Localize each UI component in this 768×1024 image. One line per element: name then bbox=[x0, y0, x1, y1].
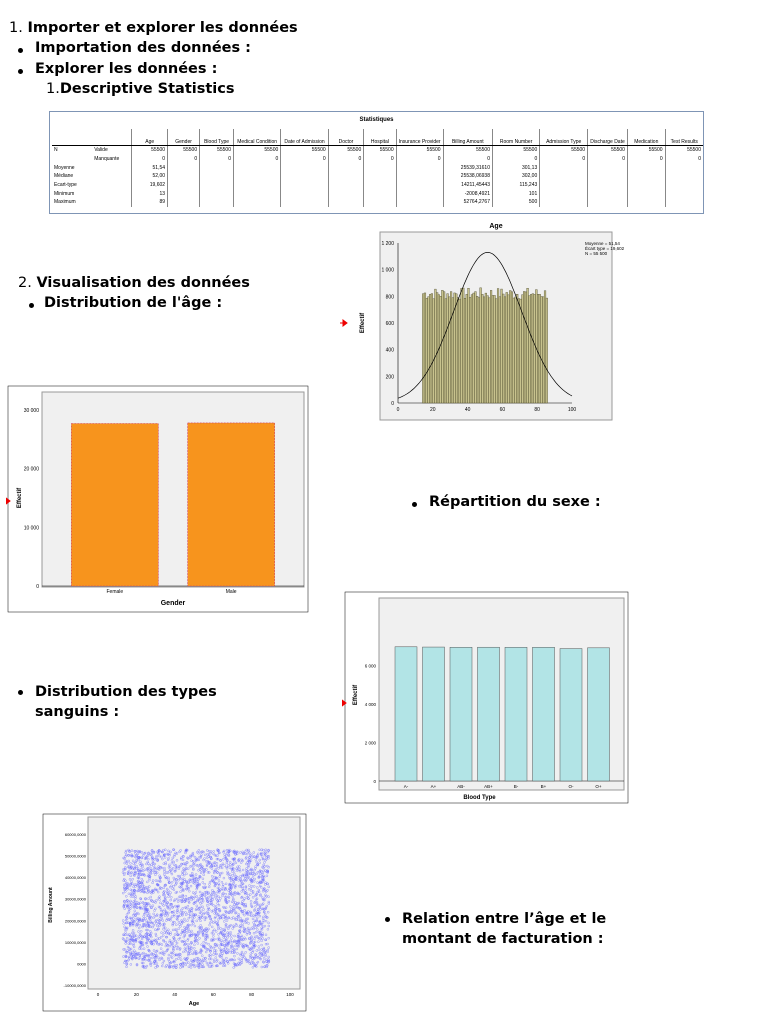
table-cell: 55500 bbox=[443, 146, 492, 155]
row-group-label: N bbox=[54, 147, 58, 154]
bullet-dot bbox=[29, 303, 34, 308]
histogram-bin bbox=[490, 290, 492, 403]
x-tick-label: 60 bbox=[499, 407, 506, 413]
histogram-bin bbox=[447, 294, 449, 403]
blood-type-bar bbox=[478, 647, 500, 781]
table-cell: 55500 bbox=[168, 146, 200, 155]
histogram-bin bbox=[530, 294, 532, 403]
x-tick-label: Male bbox=[225, 589, 237, 595]
table-cell: 13 bbox=[132, 189, 168, 198]
table-row bbox=[52, 181, 703, 190]
histogram-bin bbox=[504, 297, 506, 403]
table-cell bbox=[627, 189, 665, 198]
histogram-bin bbox=[497, 289, 499, 403]
table-cell bbox=[588, 181, 628, 190]
bullet-dot bbox=[18, 690, 23, 695]
histogram-bin bbox=[513, 298, 515, 403]
x-tick-label: 40 bbox=[172, 992, 178, 997]
histogram-bin bbox=[450, 292, 452, 403]
table-row bbox=[52, 198, 703, 207]
table-cell bbox=[588, 198, 628, 207]
table-cell: 0 bbox=[200, 155, 234, 164]
bullet-dot bbox=[385, 917, 390, 922]
x-tick-label: B+ bbox=[540, 784, 547, 789]
y-tick-label: 0 bbox=[36, 584, 39, 590]
histogram-bin bbox=[471, 295, 473, 403]
table-cell bbox=[234, 189, 281, 198]
y-tick-label: 1 000 bbox=[381, 267, 394, 274]
table-cell bbox=[396, 163, 443, 172]
gender-bar bbox=[188, 423, 275, 586]
histogram-bin bbox=[508, 295, 510, 403]
table-header-cell: Age bbox=[132, 129, 168, 146]
table-cell: 55500 bbox=[132, 146, 168, 155]
table-header-cell: Medication bbox=[627, 129, 665, 146]
bullet-dot bbox=[412, 502, 417, 507]
y-tick-label: 1 200 bbox=[381, 241, 394, 247]
bullet-explorer: Explorer les données : bbox=[35, 61, 218, 77]
y-tick-label: 0000 bbox=[77, 961, 86, 967]
y-tick-label: 2 000 bbox=[364, 740, 376, 746]
table-cell bbox=[200, 198, 234, 207]
histogram-bin bbox=[466, 294, 468, 403]
table-cell: 0 bbox=[328, 155, 364, 164]
histogram-bin bbox=[455, 294, 457, 403]
age-histogram-chart bbox=[340, 217, 640, 437]
table-header-cell: Insurance Provider bbox=[396, 129, 443, 146]
table-cell bbox=[665, 189, 703, 198]
table-header-cell: Billing Amount bbox=[443, 129, 492, 146]
table-cell: 19,602 bbox=[132, 181, 168, 190]
histogram-bin bbox=[518, 299, 520, 403]
histogram-bin bbox=[501, 289, 503, 403]
blood-type-bar bbox=[588, 648, 610, 781]
histogram-bin bbox=[426, 298, 428, 403]
table-cell: 89 bbox=[132, 198, 168, 207]
table-cell bbox=[665, 172, 703, 181]
table-cell: -2008,4921 bbox=[443, 189, 492, 198]
table-row bbox=[52, 155, 703, 164]
row-group-label: Ecart-type bbox=[54, 182, 77, 189]
histogram-bin bbox=[482, 294, 484, 403]
heading-1: 1. Importer et explorer les données bbox=[9, 20, 298, 36]
table-header-cell: Date of Admission bbox=[281, 129, 328, 146]
table-cell bbox=[168, 198, 200, 207]
table-cell: 115,243 bbox=[493, 181, 540, 190]
table-cell: 14211,45443 bbox=[443, 181, 492, 190]
table-cell bbox=[281, 189, 328, 198]
histogram-bin bbox=[431, 294, 433, 403]
histogram-bin bbox=[464, 298, 466, 403]
y-tick-label: 40000,0000 bbox=[64, 875, 86, 881]
histogram-bin bbox=[476, 296, 478, 403]
histogram-bin bbox=[435, 289, 437, 403]
stats-annotation: Écart type = 19,602 bbox=[585, 246, 625, 251]
stats-grid bbox=[52, 129, 703, 207]
table-row bbox=[52, 189, 703, 198]
row-group-label: Moyenne bbox=[54, 164, 75, 171]
x-tick-label: A- bbox=[403, 784, 409, 789]
histogram-bin bbox=[520, 299, 522, 403]
y-tick-label: 50000,0000 bbox=[64, 853, 86, 859]
y-tick-label: 20 000 bbox=[23, 466, 39, 473]
gender-bar-chart bbox=[6, 384, 311, 614]
table-header-cell: Hospital bbox=[364, 129, 396, 146]
table-cell bbox=[234, 172, 281, 181]
histogram-bin bbox=[502, 294, 504, 403]
x-tick-label: 80 bbox=[534, 407, 540, 413]
stats-annotation: Moyenne = 51,54 bbox=[585, 241, 620, 246]
table-header-cell: Doctor bbox=[328, 129, 364, 146]
histogram-bin bbox=[422, 294, 424, 403]
x-tick-label: 100 bbox=[567, 407, 577, 413]
histogram-bin bbox=[495, 299, 497, 403]
table-cell: 0 bbox=[281, 155, 328, 164]
y-tick-label: -10000,0000 bbox=[63, 983, 86, 988]
table-cell: 0 bbox=[364, 155, 396, 164]
histogram-bin bbox=[459, 299, 461, 403]
x-axis-label: Age bbox=[188, 1001, 200, 1007]
x-tick-label: 100 bbox=[286, 992, 294, 997]
x-tick-label: O+ bbox=[595, 784, 602, 789]
table-row bbox=[52, 146, 703, 155]
histogram-bin bbox=[469, 297, 471, 403]
y-axis-label: Effectif bbox=[17, 487, 23, 509]
table-cell bbox=[627, 198, 665, 207]
y-tick-label: 6 000 bbox=[364, 663, 376, 669]
y-tick-label: 400 bbox=[385, 347, 394, 354]
histogram-bin bbox=[457, 298, 459, 403]
table-cell: 0 bbox=[168, 155, 200, 164]
x-tick-label: 0 bbox=[396, 407, 400, 413]
table-cell bbox=[168, 181, 200, 190]
gender-bar bbox=[71, 423, 158, 586]
histogram-bin bbox=[445, 299, 447, 403]
histogram-bin bbox=[487, 296, 489, 403]
table-header-cell: Gender bbox=[168, 129, 200, 146]
table-cell: 0 bbox=[132, 155, 168, 164]
table-cell: 55500 bbox=[364, 146, 396, 155]
x-axis-label: Gender bbox=[160, 600, 186, 607]
table-cell bbox=[234, 181, 281, 190]
x-tick-label: AB- bbox=[457, 784, 465, 789]
table-row bbox=[52, 172, 703, 181]
table-cell: 55500 bbox=[328, 146, 364, 155]
table-header-cell: Admission Type bbox=[540, 129, 588, 146]
blood-type-bar bbox=[423, 647, 445, 781]
table-cell bbox=[364, 189, 396, 198]
table-cell bbox=[665, 163, 703, 172]
table-cell bbox=[396, 198, 443, 207]
histogram-bin bbox=[546, 298, 548, 403]
blood-type-bar bbox=[505, 647, 527, 781]
histogram-bin bbox=[480, 288, 482, 403]
table-cell bbox=[396, 189, 443, 198]
bullet-importation: Importation des données : bbox=[35, 40, 251, 56]
histogram-bin bbox=[506, 292, 508, 403]
y-tick-label: 0 bbox=[373, 779, 376, 784]
histogram-bin bbox=[537, 294, 539, 403]
histogram-bin bbox=[429, 294, 431, 403]
table-cell bbox=[540, 172, 588, 181]
table-header-cell: Test Results bbox=[665, 129, 703, 146]
table-cell bbox=[281, 181, 328, 190]
x-tick-label: 0 bbox=[96, 992, 100, 997]
y-axis-label: Billing Amount bbox=[48, 887, 54, 923]
histogram-bin bbox=[424, 293, 426, 403]
y-axis-label: Effectif bbox=[353, 684, 359, 706]
table-cell bbox=[540, 198, 588, 207]
table-header-cell: Medical Condition bbox=[234, 129, 281, 146]
x-tick-label: A+ bbox=[430, 784, 437, 789]
table-cell: 0 bbox=[396, 155, 443, 164]
blood-type-bar bbox=[533, 647, 555, 781]
histogram-bin bbox=[483, 297, 485, 403]
table-cell: 301,13 bbox=[493, 163, 540, 172]
table-cell bbox=[281, 163, 328, 172]
x-tick-label: 40 bbox=[464, 407, 471, 413]
histogram-bin bbox=[461, 288, 463, 403]
statistics-table bbox=[49, 111, 704, 214]
table-cell bbox=[540, 163, 588, 172]
table-cell: 302,00 bbox=[493, 172, 540, 181]
histogram-bin bbox=[475, 292, 477, 403]
histogram-bin bbox=[515, 297, 517, 403]
row-label: Manquante bbox=[94, 156, 120, 163]
y-axis-label: Effectif bbox=[360, 312, 366, 334]
chart-title: Age bbox=[489, 223, 503, 230]
table-cell bbox=[588, 189, 628, 198]
histogram-bin bbox=[529, 296, 531, 403]
x-tick-label: Female bbox=[106, 589, 124, 595]
table-cell bbox=[364, 198, 396, 207]
table-cell: 0 bbox=[627, 155, 665, 164]
table-cell bbox=[540, 181, 588, 190]
x-tick-label: 80 bbox=[249, 992, 255, 997]
y-tick-label: 4 000 bbox=[364, 701, 376, 707]
histogram-bin bbox=[443, 292, 445, 403]
table-header-cell: Room Number bbox=[493, 129, 540, 146]
histogram-bin bbox=[511, 292, 513, 403]
histogram-bin bbox=[541, 296, 543, 403]
table-cell bbox=[168, 189, 200, 198]
histogram-bin bbox=[442, 290, 444, 403]
table-cell bbox=[364, 163, 396, 172]
table-cell bbox=[234, 198, 281, 207]
histogram-bin bbox=[448, 297, 450, 403]
y-tick-label: 200 bbox=[385, 374, 394, 381]
table-cell bbox=[665, 198, 703, 207]
x-tick-label: O- bbox=[568, 784, 574, 789]
histogram-bin bbox=[539, 294, 541, 403]
table-row bbox=[52, 163, 703, 172]
table-cell bbox=[328, 163, 364, 172]
y-tick-label: 10000,0000 bbox=[64, 939, 86, 945]
bullet-age-distribution: Distribution de l'âge : bbox=[44, 295, 223, 311]
table-corner bbox=[52, 129, 132, 146]
table-cell bbox=[281, 198, 328, 207]
y-tick-label: 0 bbox=[391, 401, 394, 407]
table-cell: 52,00 bbox=[132, 172, 168, 181]
table-cell: 25538,06938 bbox=[443, 172, 492, 181]
table-cell: 0 bbox=[234, 155, 281, 164]
histogram-bin bbox=[534, 294, 536, 403]
histogram-bin bbox=[499, 297, 501, 403]
table-cell bbox=[540, 189, 588, 198]
histogram-bin bbox=[544, 291, 546, 403]
table-cell: 55500 bbox=[588, 146, 628, 155]
table-cell: 0 bbox=[588, 155, 628, 164]
histogram-bin bbox=[440, 296, 442, 403]
y-tick-label: 600 bbox=[385, 321, 394, 327]
bullet-dot bbox=[18, 69, 23, 74]
row-label bbox=[92, 172, 132, 181]
table-cell bbox=[168, 172, 200, 181]
row-label: Valide bbox=[94, 147, 108, 154]
row-group-label bbox=[52, 155, 92, 164]
table-cell: 52764,2767 bbox=[443, 198, 492, 207]
histogram-bin bbox=[436, 293, 438, 403]
table-cell bbox=[200, 172, 234, 181]
y-tick-label: 30000,0000 bbox=[64, 896, 86, 902]
table-cell: 55500 bbox=[493, 146, 540, 155]
row-group-label: Minimum bbox=[54, 190, 75, 197]
table-cell bbox=[588, 172, 628, 181]
histogram-bin bbox=[542, 297, 544, 403]
y-tick-label: 10 000 bbox=[23, 525, 39, 532]
table-cell bbox=[396, 172, 443, 181]
red-marker-icon bbox=[340, 320, 347, 326]
histogram-bin bbox=[468, 288, 470, 403]
table-header-cell: Blood Type bbox=[200, 129, 234, 146]
table-title: Statistiques bbox=[359, 117, 394, 123]
histogram-bin bbox=[488, 298, 490, 403]
histogram-bin bbox=[428, 297, 430, 403]
histogram-bin bbox=[532, 294, 534, 403]
histogram-bin bbox=[433, 299, 435, 403]
table-cell: 55500 bbox=[200, 146, 234, 155]
bullet-sex-distribution: Répartition du sexe : bbox=[429, 494, 601, 510]
table-cell bbox=[396, 181, 443, 190]
histogram-bin bbox=[516, 294, 518, 403]
blood-type-bar-chart bbox=[342, 590, 632, 805]
blood-type-bar bbox=[395, 647, 417, 781]
table-cell bbox=[627, 172, 665, 181]
heading-2: 2. Visualisation des données bbox=[18, 275, 250, 291]
blood-type-bar bbox=[560, 649, 582, 781]
blood-type-bar bbox=[450, 647, 472, 781]
table-cell: 55500 bbox=[281, 146, 328, 155]
x-tick-label: 20 bbox=[133, 992, 139, 997]
histogram-bin bbox=[509, 291, 511, 403]
table-cell bbox=[200, 189, 234, 198]
table-cell: 55500 bbox=[627, 146, 665, 155]
table-cell bbox=[328, 172, 364, 181]
table-cell: 25539,31610 bbox=[443, 163, 492, 172]
histogram-bin bbox=[523, 291, 525, 403]
x-axis-label: Blood Type bbox=[463, 795, 496, 801]
table-cell: 55500 bbox=[665, 146, 703, 155]
stats-annotation: N = 55 500 bbox=[585, 251, 608, 256]
table-cell bbox=[168, 163, 200, 172]
table-cell: 51,54 bbox=[132, 163, 168, 172]
table-cell bbox=[588, 163, 628, 172]
table-cell: 55500 bbox=[540, 146, 588, 155]
table-cell bbox=[328, 181, 364, 190]
histogram-bin bbox=[478, 298, 480, 403]
table-cell bbox=[665, 181, 703, 190]
sub-heading-descriptive: 1.Descriptive Statistics bbox=[46, 81, 235, 97]
histogram-bin bbox=[494, 295, 496, 403]
table-cell bbox=[234, 163, 281, 172]
histogram-bin bbox=[462, 288, 464, 403]
x-tick-label: B- bbox=[513, 784, 519, 789]
y-tick-label: 800 bbox=[385, 294, 394, 301]
histogram-bin bbox=[485, 293, 487, 403]
table-cell: 101 bbox=[493, 189, 540, 198]
row-label bbox=[92, 198, 132, 207]
histogram-bin bbox=[525, 292, 527, 403]
row-group-label: Maximum bbox=[54, 199, 76, 206]
table-cell bbox=[328, 189, 364, 198]
table-cell: 0 bbox=[540, 155, 588, 164]
histogram-bin bbox=[473, 293, 475, 403]
x-tick-label: 60 bbox=[210, 992, 216, 997]
table-cell: 0 bbox=[665, 155, 703, 164]
x-tick-label: 20 bbox=[430, 407, 436, 413]
table-cell: 55500 bbox=[396, 146, 443, 155]
table-cell bbox=[200, 181, 234, 190]
table-cell: 55500 bbox=[234, 146, 281, 155]
y-tick-label: 60000,0000 bbox=[64, 832, 86, 837]
table-cell bbox=[627, 163, 665, 172]
row-label bbox=[92, 181, 132, 190]
histogram-bin bbox=[492, 295, 494, 403]
x-tick-label: AB+ bbox=[484, 784, 493, 789]
bullet-blood-type: Distribution des types sanguins : bbox=[35, 684, 217, 720]
bullet-age-billing: Relation entre l’âge et le montant de facturation : bbox=[402, 911, 607, 947]
y-tick-label: 30 000 bbox=[23, 408, 39, 414]
table-cell bbox=[328, 198, 364, 207]
table-cell bbox=[627, 181, 665, 190]
row-label bbox=[92, 189, 132, 198]
row-group-label: Médiane bbox=[54, 173, 74, 180]
table-cell bbox=[364, 181, 396, 190]
table-cell: 0 bbox=[493, 155, 540, 164]
table-cell: 0 bbox=[443, 155, 492, 164]
bullet-dot bbox=[18, 48, 23, 53]
table-cell bbox=[281, 172, 328, 181]
age-billing-scatter-chart bbox=[41, 812, 309, 1014]
table-header-cell: Discharge Date bbox=[588, 129, 628, 146]
table-cell: 500 bbox=[493, 198, 540, 207]
row-label bbox=[92, 163, 132, 172]
table-cell bbox=[364, 172, 396, 181]
histogram-bin bbox=[527, 288, 529, 403]
y-tick-label: 20000,0000 bbox=[64, 918, 86, 924]
table-cell bbox=[200, 163, 234, 172]
